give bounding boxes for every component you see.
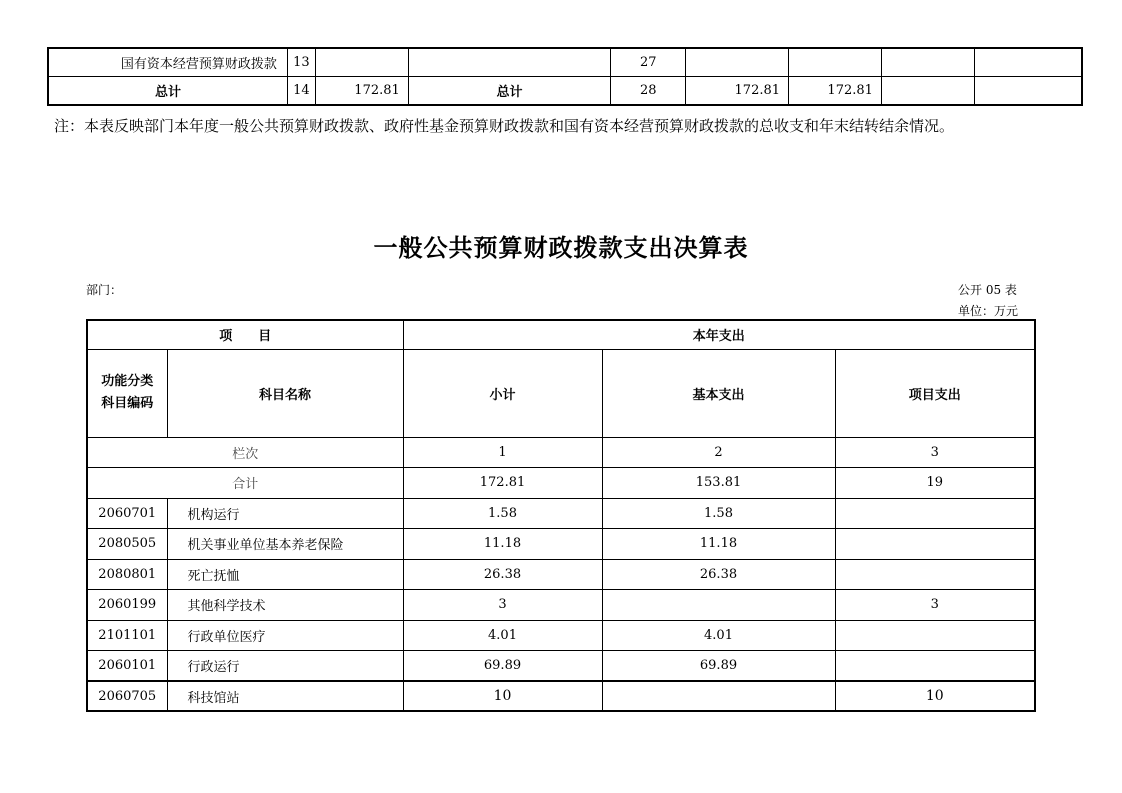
unit-label: 单位：万元 xyxy=(958,304,1019,318)
subject-name: 行政单位医疗 xyxy=(167,620,403,650)
subtotal-cell: 1.58 xyxy=(403,498,602,528)
subtotal-cell: 4.01 xyxy=(403,620,602,650)
row-label: 国有资本经营预算财政拨款 xyxy=(48,48,287,77)
column-index: 3 xyxy=(835,437,1035,467)
basic-cell: 69.89 xyxy=(602,650,835,681)
project-cell xyxy=(835,528,1035,559)
subtotal-cell: 3 xyxy=(403,589,602,620)
project-cell xyxy=(835,650,1035,681)
amount-cell xyxy=(974,77,1082,106)
subject-name: 科技馆站 xyxy=(167,681,403,711)
project-cell xyxy=(835,559,1035,589)
basic-cell: 1.58 xyxy=(602,498,835,528)
table-row xyxy=(87,437,1035,467)
department-label: 部门： xyxy=(86,283,123,297)
amount-cell xyxy=(789,48,882,77)
subject-name: 死亡抚恤 xyxy=(167,559,403,589)
total-label: 合计 xyxy=(87,467,403,498)
subject-name: 机关事业单位基本养老保险 xyxy=(167,528,403,559)
page-title: 一般公共预算财政拨款支出决算表 xyxy=(373,233,749,262)
line-number: 28 xyxy=(611,77,686,106)
header-subtotal: 小计 xyxy=(403,349,602,437)
line-number: 14 xyxy=(287,77,315,106)
subtotal-cell: 26.38 xyxy=(403,559,602,589)
header-row xyxy=(87,320,1035,349)
total-label: 总计 xyxy=(48,77,287,106)
amount-cell xyxy=(315,48,408,77)
amount-cell: 172.81 xyxy=(789,77,882,106)
project-cell xyxy=(835,498,1035,528)
amount-cell: 172.81 xyxy=(315,77,408,106)
subtotal-cell: 69.89 xyxy=(403,650,602,681)
header-basic: 基本支出 xyxy=(602,349,835,437)
column-index: 2 xyxy=(602,437,835,467)
function-code: 2060199 xyxy=(87,589,167,620)
amount-cell xyxy=(881,77,974,106)
header-name: 科目名称 xyxy=(167,349,403,437)
expenditure-table xyxy=(86,319,1036,712)
subtotal-cell: 10 xyxy=(403,681,602,711)
project-cell xyxy=(835,620,1035,650)
table-row xyxy=(87,650,1035,681)
line-number: 13 xyxy=(287,48,315,77)
subtotal-cell: 11.18 xyxy=(403,528,602,559)
table-row xyxy=(48,77,1082,106)
header-project: 项目支出 xyxy=(835,349,1035,437)
total-basic: 153.81 xyxy=(602,467,835,498)
basic-cell xyxy=(602,589,835,620)
function-code: 2060705 xyxy=(87,681,167,711)
table-row xyxy=(87,498,1035,528)
basic-cell: 26.38 xyxy=(602,559,835,589)
function-code: 2060701 xyxy=(87,498,167,528)
column-index: 1 xyxy=(403,437,602,467)
amount-cell: 172.81 xyxy=(686,77,789,106)
amount-cell xyxy=(881,48,974,77)
lanci-label: 栏次 xyxy=(87,437,403,467)
amount-cell xyxy=(686,48,789,77)
table-row xyxy=(87,559,1035,589)
total-project: 19 xyxy=(835,467,1035,498)
table-row xyxy=(87,620,1035,650)
table-row xyxy=(87,528,1035,559)
summary-table-continuation xyxy=(47,47,1083,106)
basic-cell: 11.18 xyxy=(602,528,835,559)
line-number: 27 xyxy=(611,48,686,77)
amount-cell xyxy=(974,48,1082,77)
project-cell: 10 xyxy=(835,681,1035,711)
table-row xyxy=(48,48,1082,77)
header-item: 项 目 xyxy=(87,320,403,349)
form-code: 公开 05 表 xyxy=(958,283,1017,297)
row-label xyxy=(408,48,611,77)
subject-name: 其他科学技术 xyxy=(167,589,403,620)
function-code: 2101101 xyxy=(87,620,167,650)
project-cell: 3 xyxy=(835,589,1035,620)
basic-cell xyxy=(602,681,835,711)
header-current-year: 本年支出 xyxy=(403,320,1035,349)
function-code: 2080801 xyxy=(87,559,167,589)
table-row xyxy=(87,467,1035,498)
function-code: 2080505 xyxy=(87,528,167,559)
function-code: 2060101 xyxy=(87,650,167,681)
total-label: 总计 xyxy=(408,77,611,106)
table-note: 注：本表反映部门本年度一般公共预算财政拨款、政府性基金预算财政拨款和国有资本经营预算财政拨款的总收支和年末结转结余情况。 xyxy=(54,117,955,135)
subject-name: 机构运行 xyxy=(167,498,403,528)
subject-name: 行政运行 xyxy=(167,650,403,681)
total-subtotal: 172.81 xyxy=(403,467,602,498)
header-row xyxy=(87,349,1035,437)
header-code: 功能分类科目编码 xyxy=(87,349,167,437)
basic-cell: 4.01 xyxy=(602,620,835,650)
table-row xyxy=(87,681,1035,711)
table-row xyxy=(87,589,1035,620)
